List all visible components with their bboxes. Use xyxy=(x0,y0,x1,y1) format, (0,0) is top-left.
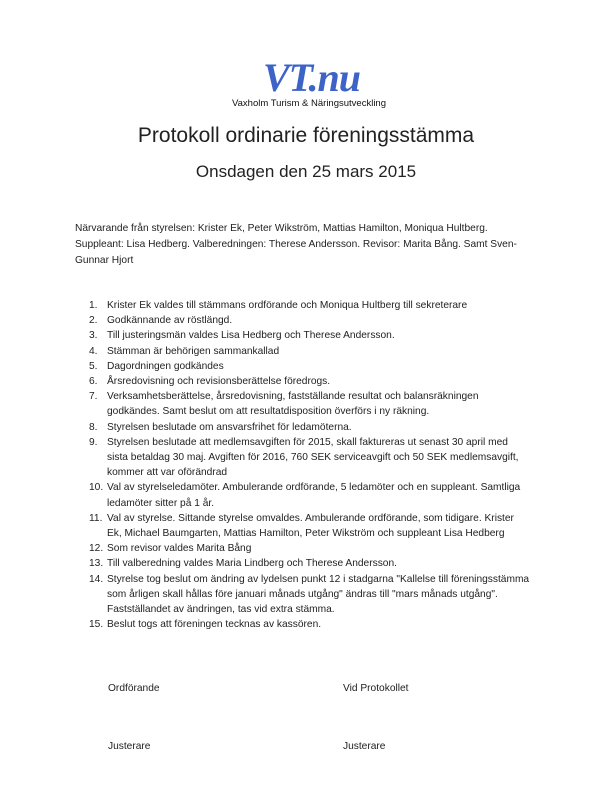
attendance-line: Närvarande från styrelsen: Krister Ek, Peter Wikström, Mattias Hamilton, Moniqua Hultberg. xyxy=(75,223,488,234)
agenda-item-number: 15. xyxy=(89,619,104,631)
agenda-item-number: 11. xyxy=(89,512,103,524)
attendance-paragraph xyxy=(75,221,545,269)
logo-subtitle: Vaxholm Turism & Näringsutveckling xyxy=(232,98,386,109)
agenda-item-text: Verksamhetsberättelse, årsredovisning, fastställande resultat och balansräkningen xyxy=(107,391,479,403)
agenda-item-text: Till justeringsmän valdes Lisa Hedberg och Therese Andersson. xyxy=(107,330,395,342)
agenda-item-number: 1. xyxy=(89,300,98,311)
logo-text: VT.nu xyxy=(263,55,360,100)
agenda-item-text: Till valberedning valdes Maria Lindberg och Therese Andersson. xyxy=(107,558,397,570)
agenda-item-text: Dagordningen godkändes xyxy=(107,360,224,372)
signature-chair-label: Ordförande xyxy=(108,683,160,694)
agenda-item-number: 13. xyxy=(89,558,104,570)
logo-mark xyxy=(263,56,359,100)
agenda-item xyxy=(75,313,545,328)
signature-minutes-label: Vid Protokollet xyxy=(343,683,409,694)
agenda-item-number: 7. xyxy=(89,391,98,403)
logo xyxy=(229,56,389,112)
agenda-item xyxy=(75,572,545,618)
agenda-item-text: Som revisor valdes Marita Bång xyxy=(107,543,252,555)
agenda-item xyxy=(75,556,545,571)
agenda-item-text: sista betaldag 30 maj. Avgiften för 2016, 760 SEK serviceavgift och 50 SEK medlemsavgift, xyxy=(107,452,519,464)
agenda-item xyxy=(75,511,545,541)
attendance-line: Gunnar Hjort xyxy=(75,255,134,266)
agenda-item-text: godkändes. Samt beslut om att resultatdisposition överförs i ny räkning. xyxy=(107,406,430,418)
agenda-item-text: Styrelsen beslutade om ansvarsfrihet för ledamöterna. xyxy=(107,421,352,433)
agenda-item-number: 2. xyxy=(89,315,98,327)
agenda-item xyxy=(75,359,545,374)
agenda-item-text: Val av styrelseledamöter. Ambulerande ordförande, 5 ledamöter och en suppleant. Samtliga xyxy=(107,482,521,494)
signature-adjuster-right-label: Justerare xyxy=(343,741,386,752)
agenda-item-text: Godkännande av röstlängd. xyxy=(107,315,233,327)
agenda-item xyxy=(75,328,545,343)
agenda-item-text: Stämman är behörigen sammankallad xyxy=(107,345,280,357)
agenda-item-text: Beslut togs att föreningen tecknas av kassören. xyxy=(107,619,322,631)
agenda-item-number: 4. xyxy=(89,345,98,357)
agenda-item xyxy=(75,420,545,435)
attendance-line: Suppleant: Lisa Hedberg. Valberedningen: Therese Andersson. Revisor: Marita Bång. Samt Sven- xyxy=(75,239,517,250)
agenda-item-number: 3. xyxy=(89,330,98,342)
agenda-item-text: kommer att var oförändrad xyxy=(107,467,228,479)
agenda-item-text: Styrelse tog beslut om ändring av lydelsen punkt 12 i stadgarna "Kallelse till föreningsstämma xyxy=(107,573,530,585)
agenda-item xyxy=(75,480,545,510)
agenda-item xyxy=(75,298,545,313)
agenda-item-text: Val av styrelse. Sittande styrelse omvaldes. Ambulerande ordförande, som tidigare. Krister xyxy=(107,512,514,524)
agenda-item xyxy=(75,435,545,481)
agenda-item-number: 8. xyxy=(89,421,98,433)
agenda-item xyxy=(75,374,545,389)
agenda-item-number: 9. xyxy=(89,436,98,448)
document-date: Onsdagen den 25 mars 2015 xyxy=(195,162,417,181)
agenda-item-number: 6. xyxy=(89,376,98,388)
document-title: Protokoll ordinarie föreningsstämma xyxy=(137,124,475,147)
agenda-item xyxy=(75,541,545,556)
agenda-item-text: Årsredovisning och revisionsberättelse föredrogs. xyxy=(107,376,331,388)
agenda-item-number: 5. xyxy=(89,360,98,372)
agenda-item xyxy=(75,617,545,632)
agenda-item-text: Krister Ek valdes till stämmans ordförande och Moniqua Hultberg till sekreterare xyxy=(107,300,468,311)
agenda-item-number: 12. xyxy=(89,543,104,555)
agenda-item-text: Ek, Michael Baumgarten, Mattias Hamilton, Peter Wikström och suppleant Lisa Hedberg xyxy=(107,528,505,540)
signature-adjuster-left-label: Justerare xyxy=(108,741,151,752)
agenda-item xyxy=(75,389,545,419)
agenda-item-text: Fastställandet av ändringen, tas vid extra stämma. xyxy=(107,604,335,616)
agenda-list xyxy=(75,298,545,632)
agenda-item-text: ledamöter sitter på 1 år. xyxy=(107,497,215,509)
agenda-item-text: Styrelsen beslutade att medlemsavgiften för 2015, skall faktureras ut senast 30 april med xyxy=(107,436,508,448)
agenda-item-number: 14. xyxy=(89,573,104,585)
agenda-item xyxy=(75,344,545,359)
agenda-item-text: som årligen skall hållas före januari månads utgång" ändras till "mars månads utgång". xyxy=(107,588,498,600)
agenda-item-number: 10. xyxy=(89,482,104,494)
